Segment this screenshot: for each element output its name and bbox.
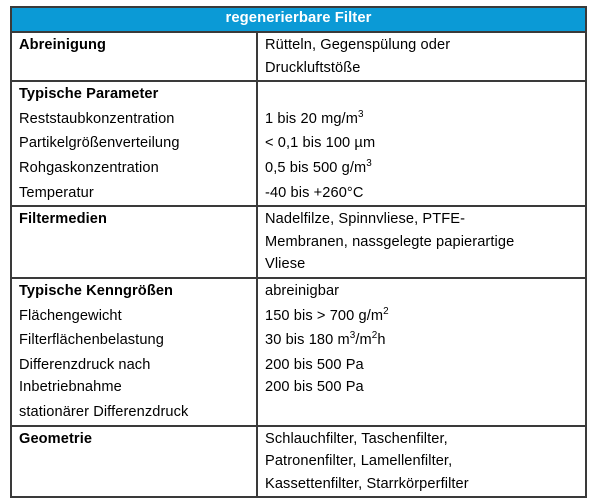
table-title: regenerierbare Filter xyxy=(11,7,586,32)
diffdruck-value-line-2: 200 bis 500 Pa xyxy=(265,379,364,396)
table-row-typische-kenngroessen xyxy=(11,278,586,304)
row-label-reststaubkonzentration: Reststaubkonzentration xyxy=(19,110,175,127)
reststaub-value-exponent: 3 xyxy=(357,108,364,120)
table-row-abreinigung xyxy=(11,32,586,81)
row-value-typische-parameter xyxy=(257,81,586,107)
row-value-flaechengewicht xyxy=(257,304,586,329)
geometrie-value-line-1: Schlauchfilter, Taschenfilter, xyxy=(265,430,448,447)
table-row-rohgaskonzentration xyxy=(11,156,586,181)
row-label-rohgaskonzentration: Rohgaskonzentration xyxy=(19,159,159,176)
row-value-temperatur: -40 bis +260°C xyxy=(265,184,364,201)
row-value-stationaerer-differenzdruck xyxy=(257,400,586,426)
row-value-reststaubkonzentration xyxy=(257,107,586,132)
row-value-geometrie xyxy=(257,426,586,498)
filtermedien-value-line-1: Nadelfilze, Spinnvliese, PTFE- xyxy=(265,211,466,228)
table-row-differenzdruck-nach-inbetriebnahme xyxy=(11,353,586,400)
rohgas-value-text: 0,5 bis 500 g/m xyxy=(265,159,367,176)
row-value-differenzdruck-nach-inbetriebnahme xyxy=(257,353,586,400)
flaechengewicht-value-exponent: 2 xyxy=(383,305,389,317)
flaechengewicht-value-text: 150 bis > 700 g/m xyxy=(265,307,384,324)
filterflaeche-value-part-1: 30 bis 180 m xyxy=(265,332,350,349)
filterflaeche-value-part-2: /m xyxy=(355,332,372,349)
diffdruck-value-line-1: 200 bis 500 Pa xyxy=(265,356,364,373)
table-row-reststaubkonzentration xyxy=(11,107,586,132)
row-label-geometrie: Geometrie xyxy=(11,426,257,498)
filterflaeche-value-part-3: h xyxy=(377,332,386,349)
abreinigung-value-line-1: Rütteln, Gegenspülung oder xyxy=(265,37,451,53)
table-row-partikelgroessenverteilung xyxy=(11,131,586,156)
geometrie-value-line-2: Patronenfilter, Lamellenfilter, xyxy=(265,453,453,470)
row-label-temperatur: Temperatur xyxy=(19,184,94,201)
row-value-filtermedien xyxy=(257,206,586,278)
regenerierbare-filter-table xyxy=(10,6,587,498)
row-value-filterflaechenbelastung xyxy=(257,328,586,353)
diffdruck-label-line-2: Inbetriebnahme xyxy=(19,379,122,396)
abreinigung-value-line-2: Druckluftstöße xyxy=(265,59,361,76)
reststaub-value-text: 1 bis 20 mg/m xyxy=(265,110,358,127)
table-row-temperatur xyxy=(11,181,586,207)
table-row-geometrie xyxy=(11,426,586,498)
geometrie-value-line-3: Kassettenfilter, Starrkörperfilter xyxy=(265,475,469,492)
table-row-filterflaechenbelastung xyxy=(11,328,586,353)
table-row-flaechengewicht xyxy=(11,304,586,329)
row-value-abreinigung xyxy=(257,32,586,81)
row-label-abreinigung: Abreinigung xyxy=(19,37,107,53)
filterflaeche-exponent-1: 3 xyxy=(349,330,356,342)
row-label-typische-kenngroessen: Typische Kenngrößen xyxy=(11,278,257,304)
rohgas-value-exponent: 3 xyxy=(366,158,372,170)
row-value-rohgaskonzentration xyxy=(257,156,586,181)
row-value-partikelgroessenverteilung: < 0,1 bis 100 µm xyxy=(265,135,376,152)
row-label-filterflaechenbelastung: Filterflächenbelastung xyxy=(19,332,164,349)
filtermedien-value-line-3: Vliese xyxy=(265,256,306,273)
row-label-flaechengewicht: Flächengewicht xyxy=(19,307,122,324)
row-label-differenzdruck-nach-inbetriebnahme xyxy=(11,353,257,400)
filtermedien-value-line-2: Membranen, nassgelegte papierartige xyxy=(265,233,515,250)
row-label-partikelgroessenverteilung: Partikelgrößenverteilung xyxy=(19,135,180,152)
row-value-typische-kenngroessen: abreinigbar xyxy=(257,278,586,304)
filterflaeche-exponent-2: 2 xyxy=(371,330,378,342)
table-header-row xyxy=(11,7,586,32)
table-row-stationaerer-differenzdruck xyxy=(11,400,586,426)
row-label-typische-parameter: Typische Parameter xyxy=(11,81,257,107)
row-label-filtermedien: Filtermedien xyxy=(11,206,257,278)
row-label-stationaerer-differenzdruck: stationärer Differenzdruck xyxy=(19,403,189,420)
table-row-typische-parameter xyxy=(11,81,586,107)
table-row-filtermedien xyxy=(11,206,586,278)
diffdruck-label-line-1: Differenzdruck nach xyxy=(19,356,151,373)
